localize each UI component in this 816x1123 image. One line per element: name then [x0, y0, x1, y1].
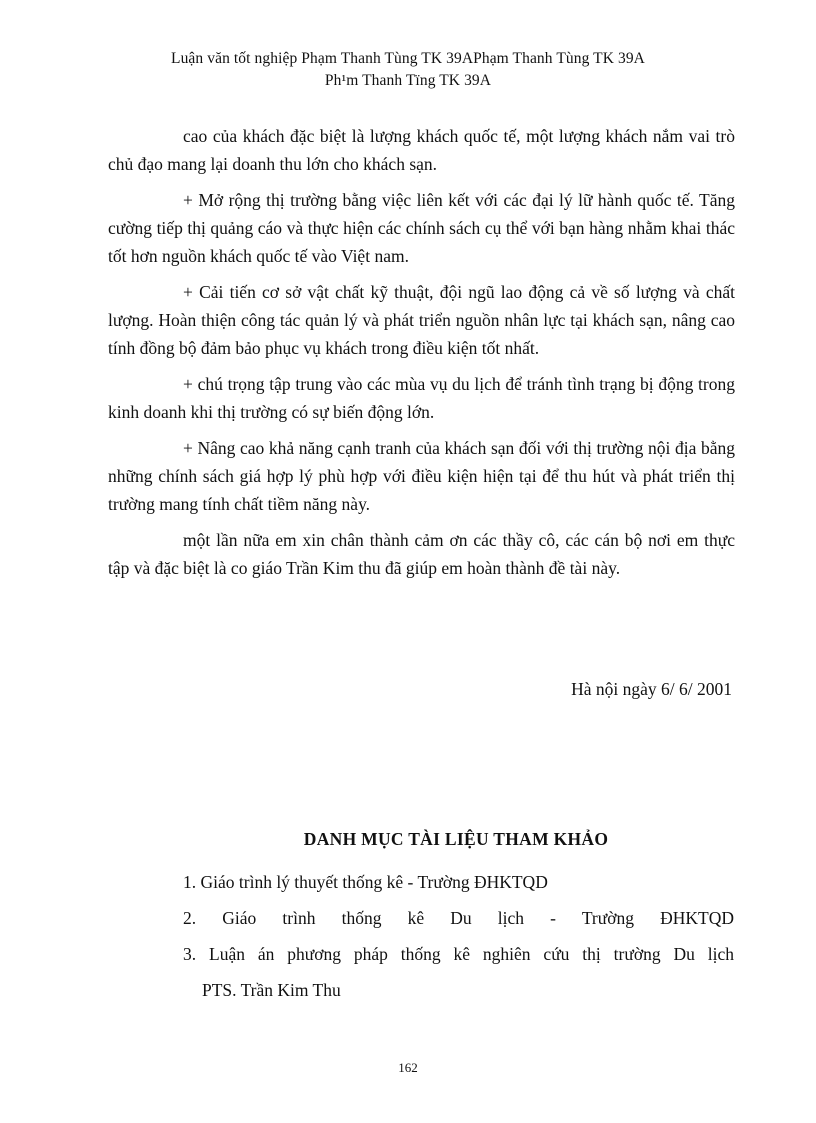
paragraph-6: một lần nữa em xin chân thành cảm ơn các thầy cô, các cán bộ nơi em thực tập và đặc biệt là co giáo Trần Kim thu đã giúp em hoàn thành đề tài này.	[108, 530, 735, 578]
body-text	[108, 122, 735, 590]
page-header	[0, 48, 816, 92]
paragraph-3: + Cải tiến cơ sở vật chất kỹ thuật, đội ngũ lao động cả về số lượng và chất lượng. Hoàn thiện công tác quản lý và phát triển nguồn nhân lực tại khách sạn, nâng cao tính đồng bộ đảm bảo phục vụ khách trong điều kiện tốt nhất.	[108, 282, 735, 358]
paragraph-4: + chú trọng tập trung vào các mùa vụ du lịch để tránh tình trạng bị động trong kinh doanh khi thị trường có sự biến động lớn.	[108, 374, 735, 422]
page-number: 162	[398, 1060, 418, 1075]
references-list	[183, 868, 734, 1012]
date-signature: Hà nội ngày 6/ 6/ 2001	[571, 679, 732, 699]
reference-item-3-line-2: PTS. Trần Kim Thu	[202, 980, 341, 1000]
paragraph-5: + Nâng cao khả năng cạnh tranh của khách sạn đối với thị trường nội địa bằng những chính sách giá hợp lý phù hợp với điều kiện hiện tại để thu hút và phát triển thị trường mang tính chất tiềm năng này.	[108, 438, 735, 514]
paragraph-1: cao của khách đặc biệt là lượng khách quốc tế, một lượng khách nắm vai trò chủ đạo mang lại doanh thu lớn cho khách sạn.	[108, 126, 735, 174]
header-line-2: Ph¹m Thanh Tïng TK 39A	[324, 72, 492, 89]
reference-item-2: 2. Giáo trình thống kê Du lịch - Trường ĐHKTQD	[183, 908, 734, 928]
reference-item-1: 1. Giáo trình lý thuyết thống kê - Trường ĐHKTQD	[183, 872, 548, 892]
reference-item-3	[183, 940, 734, 1004]
header-line-1: Luận văn tốt nghiệp Phạm Thanh Tùng TK 39APhạm Thanh Tùng TK 39A	[171, 50, 645, 67]
reference-item-3-line-1: 3. Luận án phương pháp thống kê nghiên cứu thị trường Du lịch	[183, 944, 734, 964]
references-title: DANH MỤC TÀI LIỆU THAM KHẢO	[303, 829, 609, 849]
paragraph-2: + Mở rộng thị trường bằng việc liên kết với các đại lý lữ hành quốc tế. Tăng cường tiếp thị quảng cáo và thực hiện các chính sách cụ thể với bạn hàng nhằm khai thác tốt hơn nguồn khách quốc tế vào Việt nam.	[108, 190, 735, 266]
